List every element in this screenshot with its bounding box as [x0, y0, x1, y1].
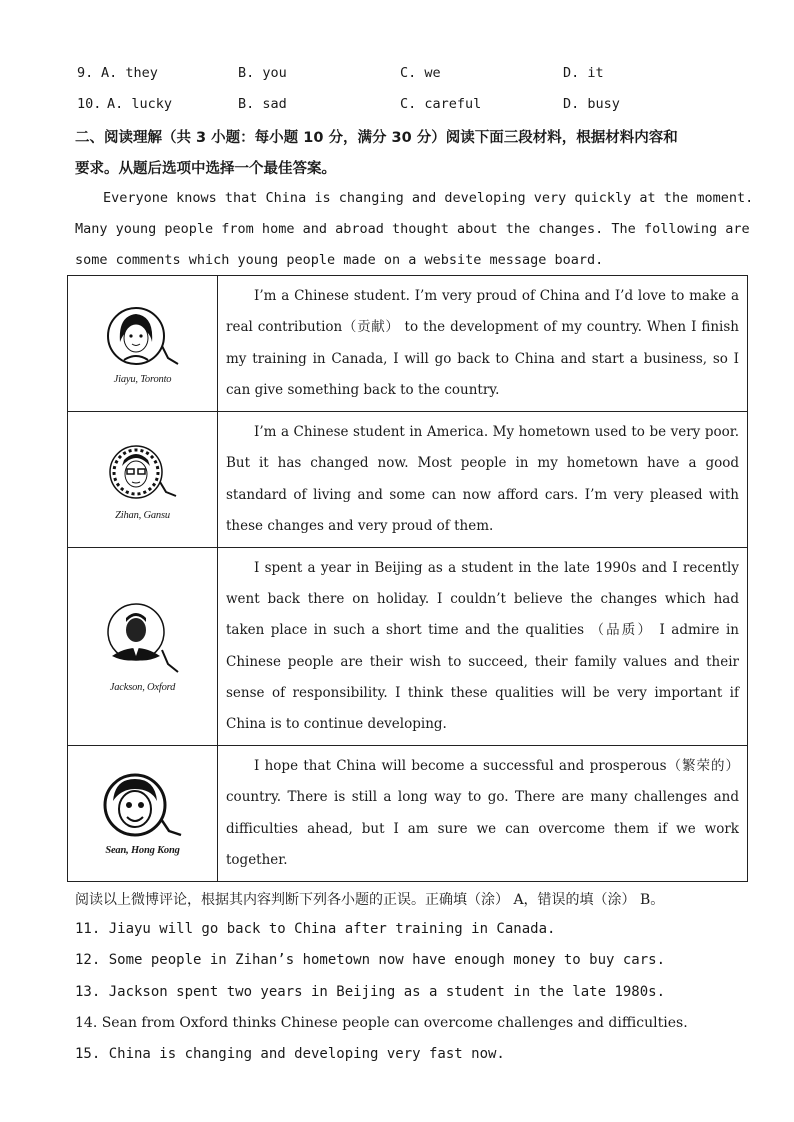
question-9-number: 9. — [77, 65, 94, 81]
comment-body: I hope that China will become a successful and prosperous（繁荣的） country. There is still a long way to go. There are many challenges and difficulties ahead, but I am sure we can overcome them if we work together. — [226, 758, 739, 868]
comment-row-jiayu — [68, 276, 748, 412]
section-header-line-2: 要求。从题后选项中选择一个最佳答案。 — [75, 161, 336, 177]
question-14: 14. Sean from Oxford thinks Chinese people can overcome challenges and difficulties. — [75, 1015, 688, 1031]
comments-table — [67, 275, 748, 882]
comment-text — [218, 746, 748, 882]
comment-row-sean — [68, 746, 748, 882]
commenter-caption: Jackson, Oxford — [109, 682, 176, 693]
question-10-option-a: A. lucky — [107, 96, 173, 112]
glasses-avatar-icon — [98, 438, 188, 508]
section-header-line-1: 二、阅读理解（共 3 小题：每小题 10 分，满分 30 分）阅读下面三段材料，根据材料内容和 — [75, 130, 678, 146]
comment-avatar-cell — [68, 412, 218, 548]
intro-line-1: Everyone knows that China is changing and developing very quickly at the moment. — [103, 190, 754, 206]
question-12: 12. Some people in Zihan’s hometown now have enough money to buy cars. — [75, 952, 666, 968]
question-9-option-a: A. they — [101, 65, 158, 81]
question-15: 15. China is changing and developing very fast now. — [75, 1046, 505, 1062]
question-10-option-b: B. sad — [238, 96, 287, 112]
commenter-caption: Sean, Hong Kong — [105, 845, 180, 856]
question-11: 11. Jiayu will go back to China after training in Canada. — [75, 921, 556, 937]
question-9-option-d: D. it — [563, 65, 604, 81]
suit-avatar-icon — [98, 600, 188, 680]
question-9-option-c: C. we — [400, 65, 441, 81]
comment-avatar-cell — [68, 276, 218, 412]
instruction-text: 阅读以上微博评论，根据其内容判断下列各小题的正误。正确填（涂） A，错误的填（涂） B。 — [75, 892, 665, 908]
comment-avatar-cell — [68, 746, 218, 882]
comment-body: I spent a year in Beijing as a student in the late 1990s and I recently went back there on holiday. I couldn’t believe the changes which had taken place in such a short time and the qualities （品质） I admire in Chinese people are their wish to succeed, their family values and their sense of responsibility. I think these qualities will be very important if China is to continue developing. — [226, 559, 739, 732]
cartoon-boy-avatar-icon — [95, 771, 191, 843]
comment-text — [218, 548, 748, 746]
comment-row-zihan — [68, 412, 748, 548]
comment-text — [218, 412, 748, 548]
comment-body: I’m a Chinese student. I’m very proud of China and I’d love to make a real contribution（贡献） to the development of my country. When I finish my training in Canada, I will go back to China and start a business, so I can give something back to the country. — [226, 288, 739, 398]
question-10-option-c: C. careful — [400, 96, 482, 112]
comment-avatar-cell — [68, 548, 218, 746]
intro-line-2: Many young people from home and abroad thought about the changes. The following are — [75, 221, 750, 237]
comment-row-jackson — [68, 548, 748, 746]
question-10-option-d: D. busy — [563, 96, 620, 112]
female-avatar-icon — [98, 302, 188, 372]
question-13: 13. Jackson spent two years in Beijing as a student in the late 1980s. — [75, 984, 666, 1000]
commenter-caption: Zihan, Gansu — [115, 510, 170, 521]
intro-line-3: some comments which young people made on a website message board. — [75, 252, 604, 268]
commenter-caption: Jiayu, Toronto — [113, 374, 172, 385]
comment-body: I’m a Chinese student in America. My hometown used to be very poor. But it has changed now. Most people in my hometown have a good standard of living and some can now afford cars. I’m very pleased with these changes and very proud of them. — [226, 424, 739, 534]
question-9-option-b: B. you — [238, 65, 287, 81]
question-10-number: 10. — [77, 96, 102, 112]
comment-text — [218, 276, 748, 412]
